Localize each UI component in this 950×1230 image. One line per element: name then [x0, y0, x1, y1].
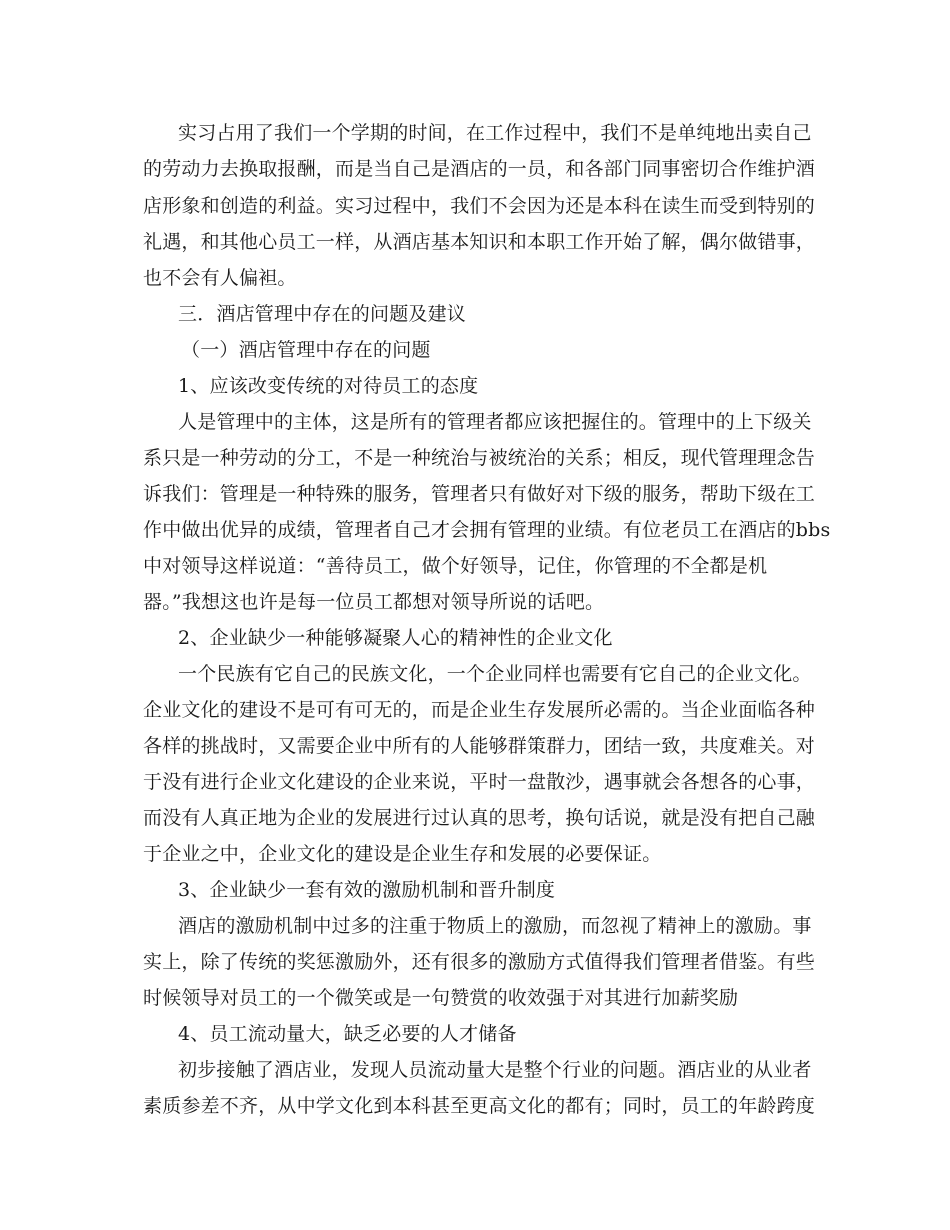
paragraph-3-line-5: 而没有人真正地为企业的发展进行过认真的思考，换句话说，就是没有把自己融 — [143, 807, 816, 829]
paragraph-1-line-5: 也不会有人偏袒。 — [143, 267, 297, 289]
paragraph-3-line-4: 于没有进行企业文化建设的企业来说，平时一盘散沙，遇事就会各想各的心事， — [143, 771, 816, 793]
paragraph-4-line-3: 时候领导对员工的一个微笑或是一句赞赏的收效强于对其进行加薪奖励 — [143, 987, 739, 1009]
paragraph-1-line-4: 礼遇，和其他心员工一样，从酒店基本知识和本职工作开始了解，偶尔做错事， — [143, 231, 816, 253]
paragraph-2-line-1: 人是管理中的主体，这是所有的管理者都应该把握住的。管理中的上下级关 — [178, 411, 812, 433]
item-heading-4: 4、员工流动量大，缺乏必要的人才储备 — [178, 1023, 517, 1045]
paragraph-4-line-1: 酒店的激励机制中过多的注重于物质上的激励，而忽视了精神上的激励。事 — [178, 915, 812, 937]
item-heading-1: 1、应该改变传统的对待员工的态度 — [178, 375, 479, 397]
paragraph-3-line-2: 企业文化的建设不是可有可无的，而是企业生存发展所必需的。当企业面临各种 — [143, 699, 816, 721]
paragraph-2-line-6: 器。”我想这也许是每一位员工都想对领导所说的话吧。 — [143, 591, 605, 613]
paragraph-3-line-3: 各样的挑战时，又需要企业中所有的人能够群策群力，团结一致，共度难关。对 — [143, 735, 816, 757]
item-heading-3: 3、企业缺少一套有效的激励机制和晋升制度 — [178, 879, 556, 901]
paragraph-2-line-3: 诉我们：管理是一种特殊的服务，管理者只有做好对下级的服务，帮助下级在工 — [143, 483, 816, 505]
paragraph-1-line-1: 实习占用了我们一个学期的时间，在工作过程中，我们不是单纯地出卖自己 — [178, 122, 812, 144]
paragraph-3-line-6: 于企业之中，企业文化的建设是企业生存和发展的必要保证。 — [143, 843, 662, 865]
item-heading-2: 2、企业缺少一种能够凝聚人心的精神性的企业文化 — [178, 627, 613, 649]
paragraph-2-line-5: 中对领导这样说道：“善待员工，做个好领导，记住，你管理的不全都是机 — [143, 555, 768, 577]
paragraph-1-line-3: 店形象和创造的利益。实习过程中，我们不会因为还是本科在读生而受到特别的 — [143, 195, 816, 217]
paragraph-5-line-2: 素质参差不齐，从中学文化到本科甚至更高文化的都有；同时，员工的年龄跨度 — [143, 1095, 816, 1117]
paragraph-2-line-2: 系只是一种劳动的分工，不是一种统治与被统治的关系；相反，现代管理理念告 — [143, 447, 816, 469]
paragraph-4-line-2: 实上，除了传统的奖惩激励外，还有很多的激励方式值得我们管理者借鉴。有些 — [143, 951, 816, 973]
section-heading: 三．酒店管理中存在的问题及建议 — [178, 303, 467, 325]
subsection-heading: （一）酒店管理中存在的问题 — [181, 339, 431, 361]
paragraph-3-line-1: 一个民族有它自己的民族文化，一个企业同样也需要有它自己的企业文化。 — [178, 663, 812, 685]
paragraph-1-line-2: 的劳动力去换取报酬，而是当自己是酒店的一员，和各部门同事密切合作维护酒 — [143, 158, 816, 180]
paragraph-2-line-4: 作中做出优异的成绩，管理者自己才会拥有管理的业绩。有位老员工在酒店的bbs — [143, 519, 831, 541]
paragraph-5-line-1: 初步接触了酒店业，发现人员流动量大是整个行业的问题。酒店业的从业者 — [178, 1059, 812, 1081]
